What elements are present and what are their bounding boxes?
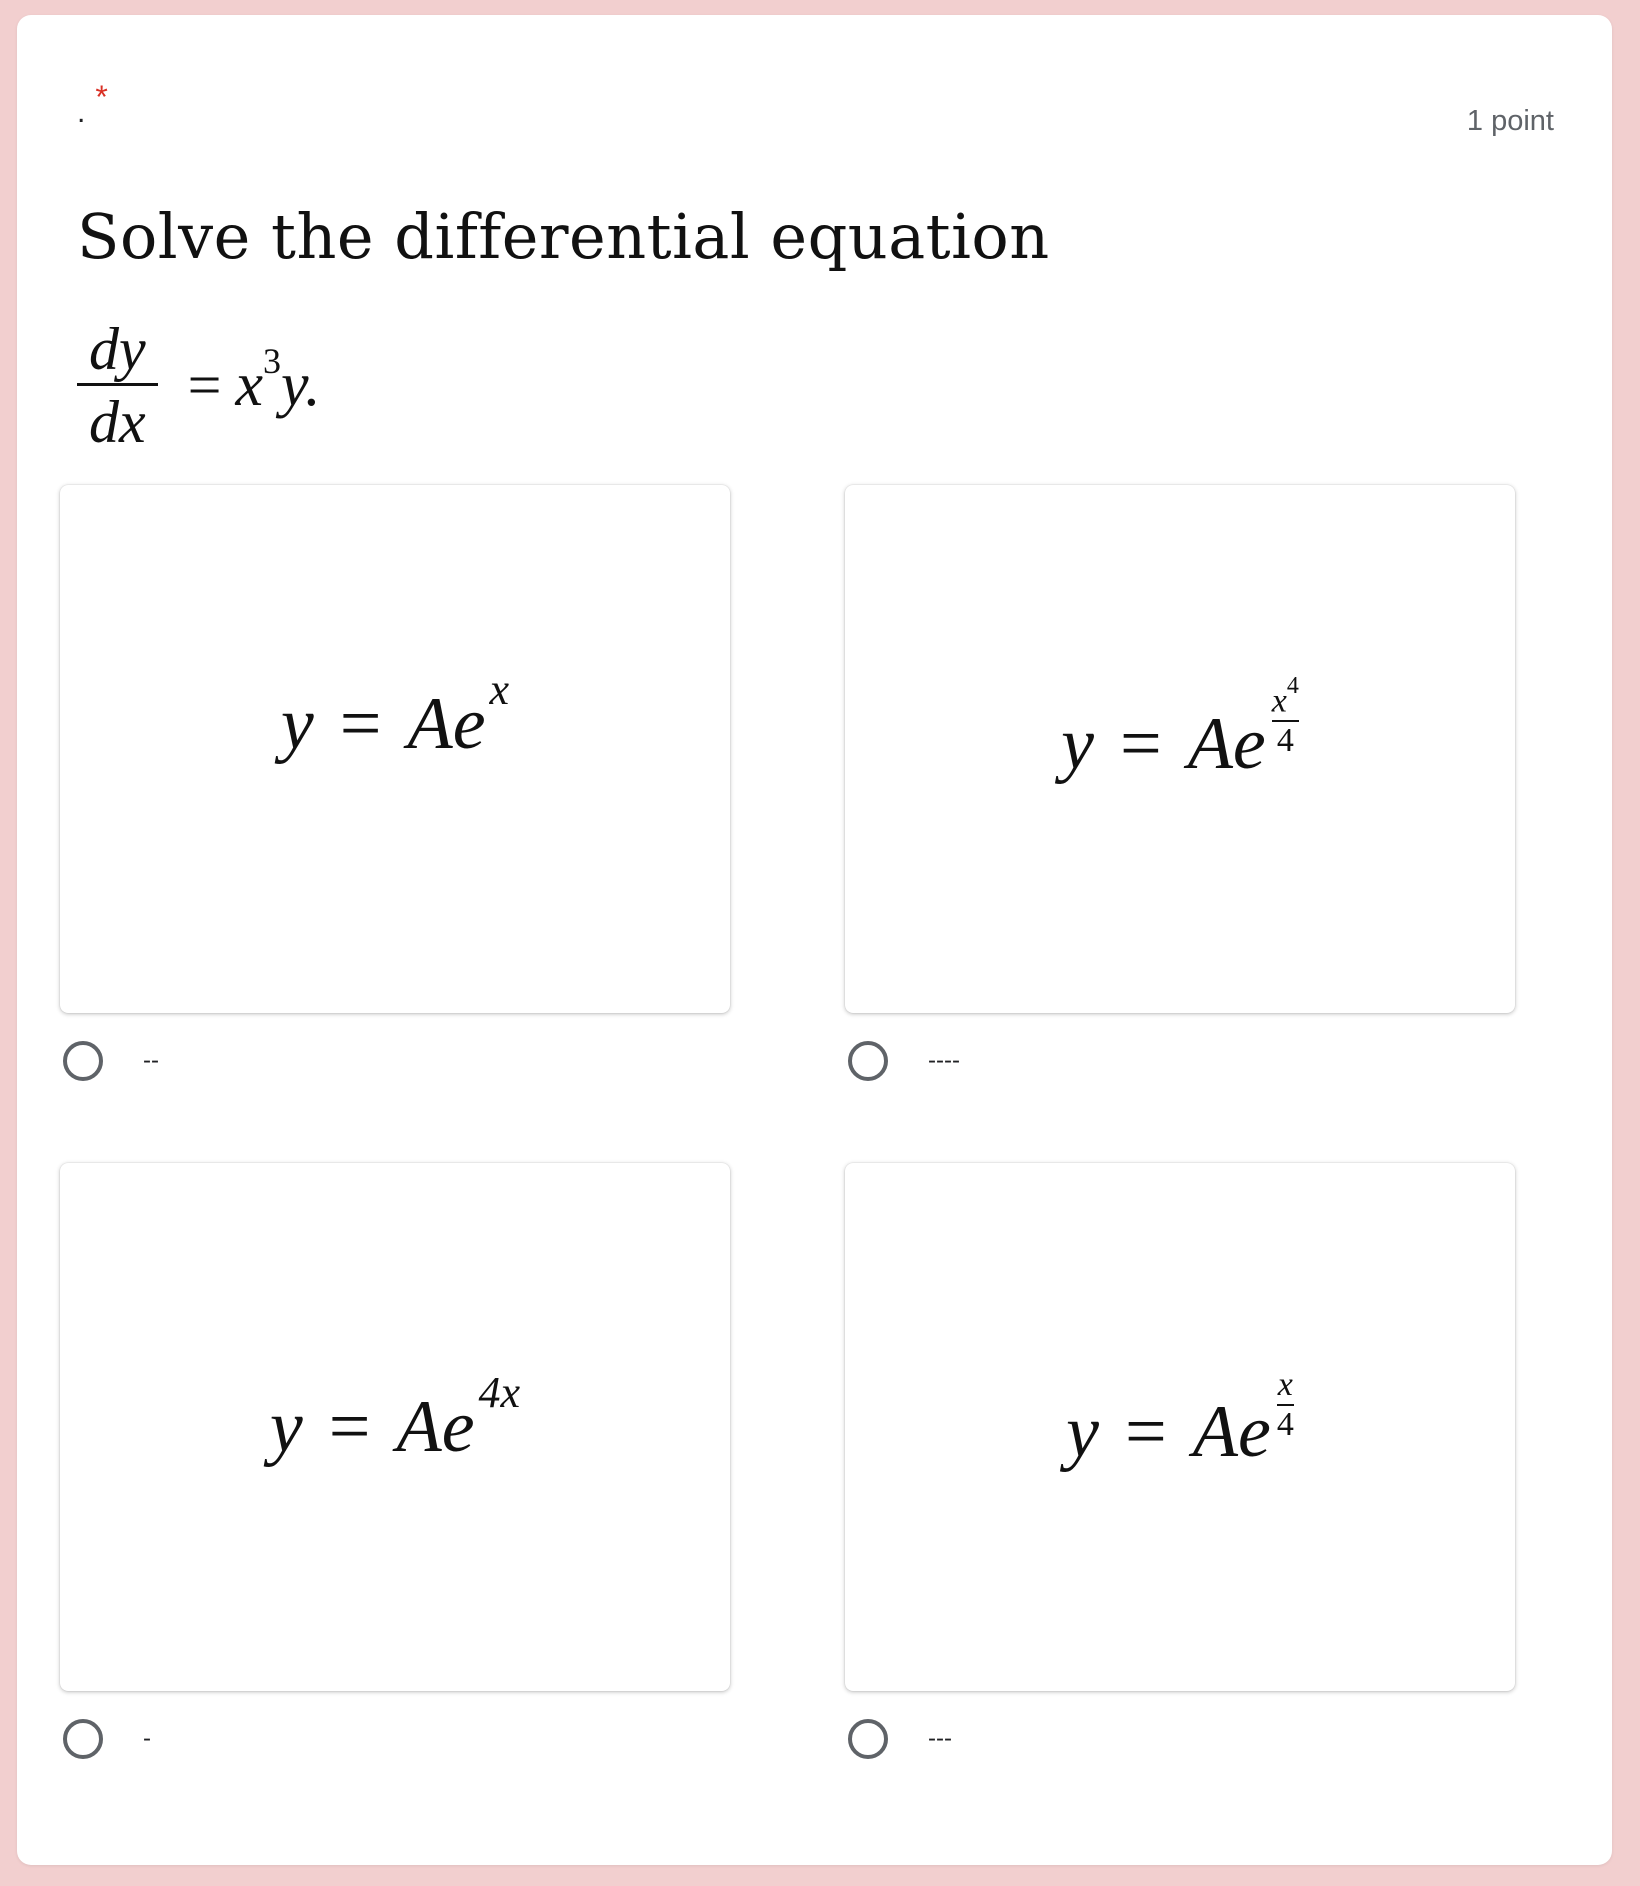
- choice-label: --: [143, 1047, 159, 1074]
- option-a[interactable]: [60, 485, 730, 1081]
- formula-base: Ae: [1192, 1390, 1271, 1473]
- question-title-text: .: [77, 96, 86, 129]
- formula-exponent: x: [489, 664, 510, 714]
- formula-base: Ae: [396, 1385, 475, 1468]
- formula-exponent-fraction: [1276, 1365, 1294, 1443]
- question-title: [77, 79, 108, 130]
- formula-equals: =: [328, 1385, 371, 1468]
- option-d[interactable]: [845, 1163, 1515, 1759]
- formula-equals: =: [1119, 702, 1162, 785]
- fraction-numerator: dy: [89, 315, 146, 382]
- exponent-denominator: 4: [1276, 1405, 1294, 1443]
- formula-exponent-fraction: [1271, 672, 1299, 759]
- choice-label: ---: [928, 1725, 952, 1752]
- formula-lhs: y: [1061, 702, 1094, 785]
- formula-lhs: y: [269, 1385, 303, 1468]
- option-a-choice[interactable]: [60, 1041, 730, 1081]
- formula-lhs: y: [1066, 1390, 1100, 1473]
- rhs-tail: y.: [281, 350, 321, 419]
- question-header: [17, 15, 1612, 155]
- option-b-choice[interactable]: [845, 1041, 1515, 1081]
- formula-equals: =: [1125, 1390, 1167, 1473]
- exponent-numerator-base: x: [1271, 681, 1287, 719]
- option-c[interactable]: [60, 1163, 730, 1759]
- option-b-image[interactable]: [845, 485, 1515, 1013]
- choice-label: -: [143, 1725, 151, 1752]
- radio-button[interactable]: [63, 1041, 103, 1081]
- option-d-image[interactable]: [845, 1163, 1515, 1691]
- rhs-exponent: 3: [263, 340, 282, 381]
- equation-rhs: [235, 340, 321, 421]
- formula-base: Ae: [407, 682, 486, 765]
- formula-equals: =: [339, 682, 382, 765]
- exponent-numerator-power: 4: [1286, 672, 1299, 699]
- option-b-formula: [1061, 672, 1299, 787]
- formula-lhs: y: [280, 682, 314, 765]
- equals-sign: =: [187, 351, 222, 418]
- option-c-choice[interactable]: [60, 1719, 730, 1759]
- exponent-numerator: x: [1277, 1365, 1293, 1403]
- formula-base: Ae: [1187, 702, 1266, 785]
- exponent-denominator: 4: [1276, 721, 1294, 759]
- question-prompt: Solve the differential equation: [77, 200, 1050, 273]
- radio-button[interactable]: [848, 1719, 888, 1759]
- option-b[interactable]: [845, 485, 1515, 1081]
- option-a-formula: [280, 664, 510, 767]
- radio-button[interactable]: [63, 1719, 103, 1759]
- choice-label: ----: [928, 1047, 960, 1074]
- rhs-base: x: [235, 350, 264, 419]
- formula-exponent: 4x: [478, 1367, 521, 1417]
- option-d-choice[interactable]: [845, 1719, 1515, 1759]
- derivative-fraction: [77, 315, 158, 455]
- option-c-image[interactable]: [60, 1163, 730, 1691]
- fraction-denominator: dx: [89, 388, 146, 455]
- option-c-formula: [269, 1367, 521, 1470]
- option-d-formula: [1066, 1365, 1294, 1475]
- radio-button[interactable]: [848, 1041, 888, 1081]
- question-equation: [77, 305, 321, 465]
- exponent-numerator: [1271, 672, 1299, 719]
- required-marker: *: [95, 79, 108, 115]
- option-a-image[interactable]: [60, 485, 730, 1013]
- points-label: 1 point: [1466, 105, 1554, 137]
